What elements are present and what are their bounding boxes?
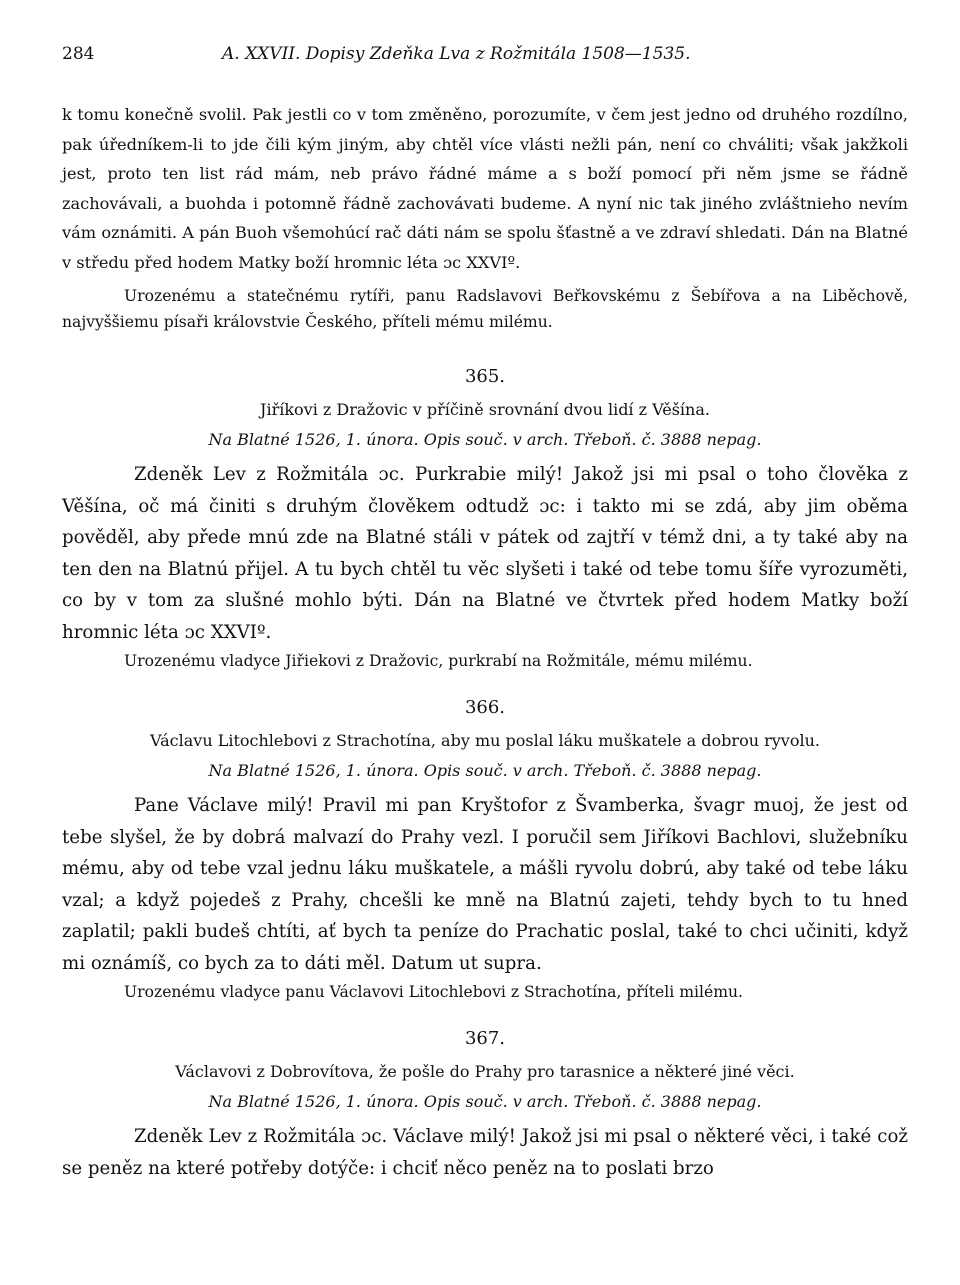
letter-summary: Václavovi z Dobrovítova, že pošle do Prahy pro tarasnice a některé jiné věci. (175, 1062, 795, 1081)
page-number: 284 (62, 44, 95, 64)
letter-summary: Jiříkovi z Dražovic v příčině srovnání dvou lidí z Věšína. (260, 400, 710, 419)
letter-body: Zdeněk Lev z Rožmitála ɔc. Václave milý! Jakož jsi mi psal o některé věci, i také což se peněz na které potřeby dotýče: i chciť něco peněz na to poslati brzo (62, 1126, 908, 1179)
letter-366 (62, 696, 908, 1005)
letter-address: Urozenému vladyce panu Václavovi Litochlebovi z Strachotína, příteli milému. (124, 983, 743, 1001)
letter-body: Zdeněk Lev z Rožmitála ɔc. Purkrabie milý! Jakož jsi mi psal o toho člověka z Věšína, oč má činiti s druhým člověkem odtudž ɔc: i takto mi se zdá, aby jim oběma pověděl, aby přede mnú zde na Blatné stáli v pátek od zajtří v témž dni, a ty také aby na ten den na Blatnú přijel. A tu bych chtěl tu věc slyšeti i také od tebe tomu šíře vyrozuměti, co by v tom za slušné mohlo býti. Dán na Blatné ve čtvrtek před hodem Matky boží hromnic léta ɔc XXVIº. (62, 464, 908, 643)
letter-number: 366. (464, 697, 506, 718)
page-header (62, 44, 908, 78)
intro-paragraph: k tomu konečně svolil. Pak jestli co v tom změněno, porozumíte, v čem jest jedno od druhého rozdílno, pak úředníkem-li to jde čili kým jiným, aby chtěl více vlásti nežli pán, není co chváliti; však jakžkoli jest, proto ten list rád mám, neb právo řádné máme a s boží pomocí při něm jsme se řádně zachovávali, a buohda i potomně řádně zachovávati budeme. A nyní nic tak jiného zvláštnieho nevím vám oznámiti. A pán Buoh všemohúcí rač dáti nám se spolu šťastně a ve zdraví shledati. Dán na Blatné v středu před hodem Matky boží hromnic léta ɔc XXVIº. (62, 105, 908, 272)
letter-body: Pane Václave milý! Pravil mi pan Kryštofor z Švamberka, švagr muoj, že jest od tebe slyšel, že by dobrá malvazí do Prahy vezl. I poručil sem Jiříkovi Bachlovi, služebníku mému, aby od tebe vzal jednu láku muškatele, a mášli ryvolu dobrú, aby také od tebe láku vzal; a když pojedeš z Prahy, chcešli ke mně na Blatnú zajeti, tehdy bych to tu hned zaplatil; pakli budeš chtíti, ať bych ta peníze do Prachatic poslal, také to chci učiniti, když mi oznámíš, co bych za to dáti měl. Datum ut supra. (62, 795, 908, 974)
letter-source: Na Blatné 1526, 1. února. Opis souč. v arch. Třeboň. č. 3888 nepag. (208, 430, 762, 449)
letter-number: 365. (464, 366, 506, 387)
letter-source: Na Blatné 1526, 1. února. Opis souč. v arch. Třeboň. č. 3888 nepag. (208, 1092, 762, 1111)
letter-summary: Václavu Litochlebovi z Strachotína, aby mu poslal láku muškatele a dobrou ryvolu. (150, 731, 820, 750)
letter-365 (62, 365, 908, 674)
intro-address: Urozenému a statečnému rytíři, panu Radslavovi Beřkovskému z Šebířova a na Liběchově, najvyššiemu písaři královstvie Českého, příteli mému milému. (62, 287, 908, 331)
page-content (62, 44, 908, 1184)
letter-address: Urozenému vladyce Jiřiekovi z Dražovic, purkrabí na Rožmitále, mému milému. (124, 652, 753, 670)
letter-367 (62, 1027, 908, 1184)
letter-number: 367. (464, 1028, 506, 1049)
running-title: A. XXVII. Dopisy Zdeňka Lva z Rožmitála 1508—1535. (222, 44, 691, 64)
letter-source: Na Blatné 1526, 1. února. Opis souč. v arch. Třeboň. č. 3888 nepag. (208, 761, 762, 780)
